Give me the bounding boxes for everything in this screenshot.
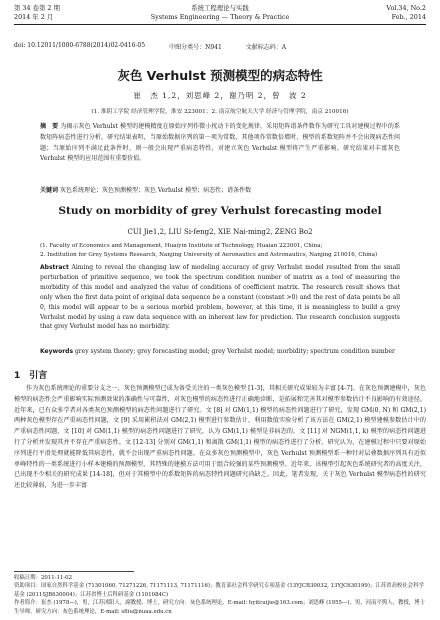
running-header [14, 4, 426, 25]
abstract-cn-text: 为揭示灰色 Verhulst 模型的建模精度在原始序列作微小扰动下的变化规律，采用矩阵谱条件数作为研究工具对建模过程中的系数矩阵病态性进行分析，研究结果表明，当原始数据序列的第一项为常数，其他项作常数倍增时，模型的系数矩阵并不会出现病态性问题；当原始序列不满足此条件时，则一般会出现严重病态特性，对建立灰色 Verhulst 模型将产生严重影响。研究结果对丰富灰色 Verhulst 模型的应用范围有重要价值。 [40, 123, 400, 163]
footnote-author: 作者简介：崔杰 (1978—)，男，江苏沭阳人，副教授，博士，研究方向：灰色系统理论，E-mail: hyitcuijie@163.com；刘思峰 (1955—)，男，河南平舆人，教授，博士生导师，研究方向：灰色系统理论，E-mail: sfliu@nuaa.edu.cn [14, 600, 425, 615]
affiliation-en [40, 242, 400, 260]
keywords-cn [40, 185, 400, 194]
keywords-en [40, 347, 400, 357]
date-cn: 2014 年 2 月 [14, 13, 54, 21]
abstract-en [40, 263, 400, 332]
abstract-cn [40, 122, 400, 165]
article-meta [14, 42, 426, 51]
header-rule [14, 24, 426, 25]
section-heading: 1 引言 [14, 371, 48, 381]
volume-en: Vol.34, No.2 [386, 4, 426, 12]
body-paragraph: 作为灰色系统理论的重要分支之一，灰色预测模型已成为备受关注的一类灰色模型 [1-3]，其相关研究成果较为丰富 [4-7]。在灰色预测建模中，灰色模型的病态性会严重影响实际预测效果的准确性与可靠性，对灰色模型的病态性进行正确地诊断，是拓展和完善其对模型参数估计不良影响的有效途径。近年来，已有众多学者对各类灰色预测模型的病态性问题进行了研究。文 [8] 对 GM(1,1) 模型的病态性问题进行了研究，发现 GM(0, N) 和 GM(2,1) 两种灰色模型存在严重病态性问题，文 [9] 采用累积法对 GM(2,1) 模型进行参数估计，利用数值实验分析了该方法在 GM(2,1) 模型建模参数估计中的严重病态性问题，文 [10] 对 GM(1,1) 模型的病态性问题进行了研究，认为 GM(1,1) 模型是非病态的，文 [11] 对 NGM(1,1, k) 模型的病态性问题进行了分析并发现其并不存在严重病态性。文 [12-13] 分别对 GM(1,1) 和离散 GM(1,1) 模型的病态性进行了分析。研究认为，在建模过程中只要对原始序列进行平滑处理就能降低其病态性，就不会出现严重病态性问题。在众多灰色预测模型中，灰色 Verhulst 预测模型系一种针对层叠数据序列具有近似单峰特性的一类系统进行小样本建模的预测模型，其特殊的建模方法可用于组合较强的某些预测模型。近年来，该模型引起灰色系统研究者的高度关注，已出现不少相关的研究成果 [14-18]，但对于其模型中的系数矩阵的病态特性问题研究尚缺乏。因此，笔者发现，关于灰色 Verhulst 模型病态性的研究还比较薄弱，为进一步丰富 [14, 385, 426, 490]
document-code: 文献标志码：A [245, 44, 287, 51]
affiliation-cn: (1. 淮阴工学院 经济管理学院，淮安 223001；2. 南京航空航天大学 经济与管理学院，南京 210016) [91, 109, 349, 115]
title-en: Study on morbidity of grey Verhulst forecasting model [58, 205, 382, 217]
footnote-fund: 资助项目：国家自然科学基金 (71301060, 71271226, 71171113, 71171116)；教育部社会科学研究专项基金 (13YJCB30032, 13YJC630199)；江苏省高校社会科学基金 (2011SJB630004)；江苏省博士后科研基金 (1101084C) [14, 583, 424, 598]
doi: doi: 10.12011/1000-6788(2014)02-0416-05 [14, 42, 146, 49]
journal-name-en: Systems Engineering — Theory & Practice [150, 13, 290, 21]
affiliation-en-1: (1. Faculty of Economics and Management, Huaiyin Institute of Technology, Huaian 223001, China; [40, 243, 323, 249]
footnote-rule [14, 571, 134, 572]
keywords-cn-text: 灰色系统理论；灰色预测模型；灰色 Verhulst 模型；病态性；谱条件数 [59, 187, 252, 194]
title-cn: 灰色 Verhulst 预测模型的病态特性 [117, 68, 323, 83]
keywords-en-label: Keywords [40, 348, 74, 355]
abstract-cn-label: 摘 要 [40, 123, 59, 130]
footnote [14, 571, 426, 616]
authors-cn: 崔 杰 1,2，刘思峰 2，谢乃明 2，曾 波 2 [133, 91, 307, 100]
affiliation-en-2: 2. Institution for Grey Systems Research, Nanjing University of Aeronautics and Astronautics, Nanjing 210016, China) [40, 252, 378, 258]
clc-number: 中图分类号：N941 [169, 44, 222, 51]
footnote-received: 收稿日期：2011-11-02 [14, 575, 73, 581]
authors-en: CUI Jie1,2, LIU Si-feng2, XIE Nai-ming2, ZENG Bo2 [127, 228, 313, 236]
date-en: Feb., 2014 [391, 13, 426, 21]
journal-name-cn: 系统工程理论与实践 [191, 4, 249, 12]
keywords-en-text: grey system theory; grey forecasting model; grey Verhulst model; morbidity; spectrum condition number [74, 348, 395, 355]
volume-cn: 第 34 卷第 2 期 [14, 4, 60, 12]
keywords-cn-label: 关键词 [40, 187, 59, 194]
abstract-en-text: Aiming to reveal the changing law of modeling accuracy of grey Verhulst model resulted from the small perturbation of primitive sequence, we took the spectrum condition number of matrix as a tool of measuring the morbidity of this model and analyzed the value of conditions of coefficient matrix. The research result shows that only when the first data point of original data sequence be a constant (constant >0) and the rest of data points be all 0, this model will appear to be a serious morbid problem, however, at this time, it is meaningless to build a grey Verhulst model by using a raw data sequence with an inherent law for prediction. The research conclusion suggests that grey Verhulst model has no morbidity. [40, 264, 400, 331]
abstract-en-label: Abstract [40, 264, 69, 271]
